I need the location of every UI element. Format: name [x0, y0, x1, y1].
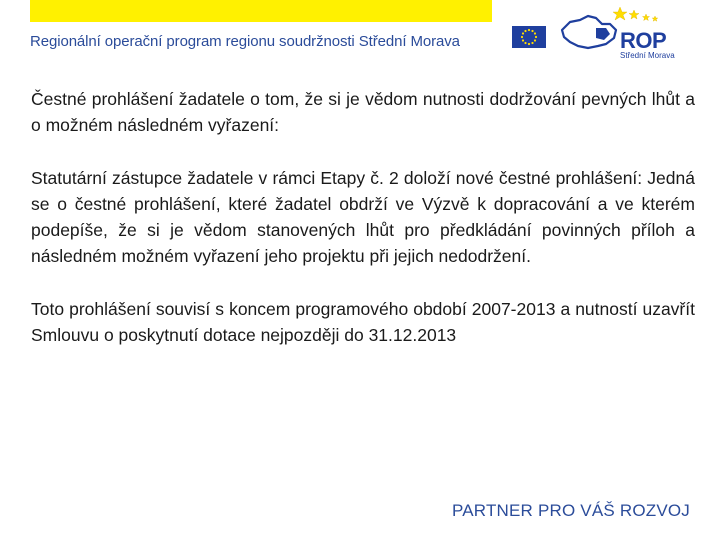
- document-heading: Čestné prohlášení žadatele o tom, že si je vědom nutnosti dodržování pevných lhůt a o možném následném vyřazení:: [31, 89, 695, 135]
- program-title: Regionální operační program regionu soudržnosti Střední Morava: [30, 33, 460, 50]
- document-body: [31, 86, 695, 375]
- paragraph-1: Statutární zástupce žadatele v rámci Etapy č. 2 doloží nové čestné prohlášení: Jedná se o čestné prohlášení, které žadatel obdrží ve Výzvě k dopracování a ve kterém podepíše, že si je vědom stanovených lhůt pro předkládání povinných příloh a následném možném vyřazení jeho projektu při jejich nedodržení.: [31, 168, 695, 266]
- footer-slogan: PARTNER PRO VÁŠ ROZVOJ: [451, 501, 690, 520]
- paragraph-2: Toto prohlášení souvisí s koncem programového období 2007-2013 a nutností uzavřít Smlouvu o poskytnutí dotace nejpozději do 31.12.2013: [31, 299, 695, 345]
- rop-logo-text: ROP: [620, 28, 667, 53]
- header-yellow-band: [30, 0, 492, 22]
- eu-flag-icon: [512, 26, 546, 48]
- rop-logo-subtext: Střední Morava: [620, 51, 675, 60]
